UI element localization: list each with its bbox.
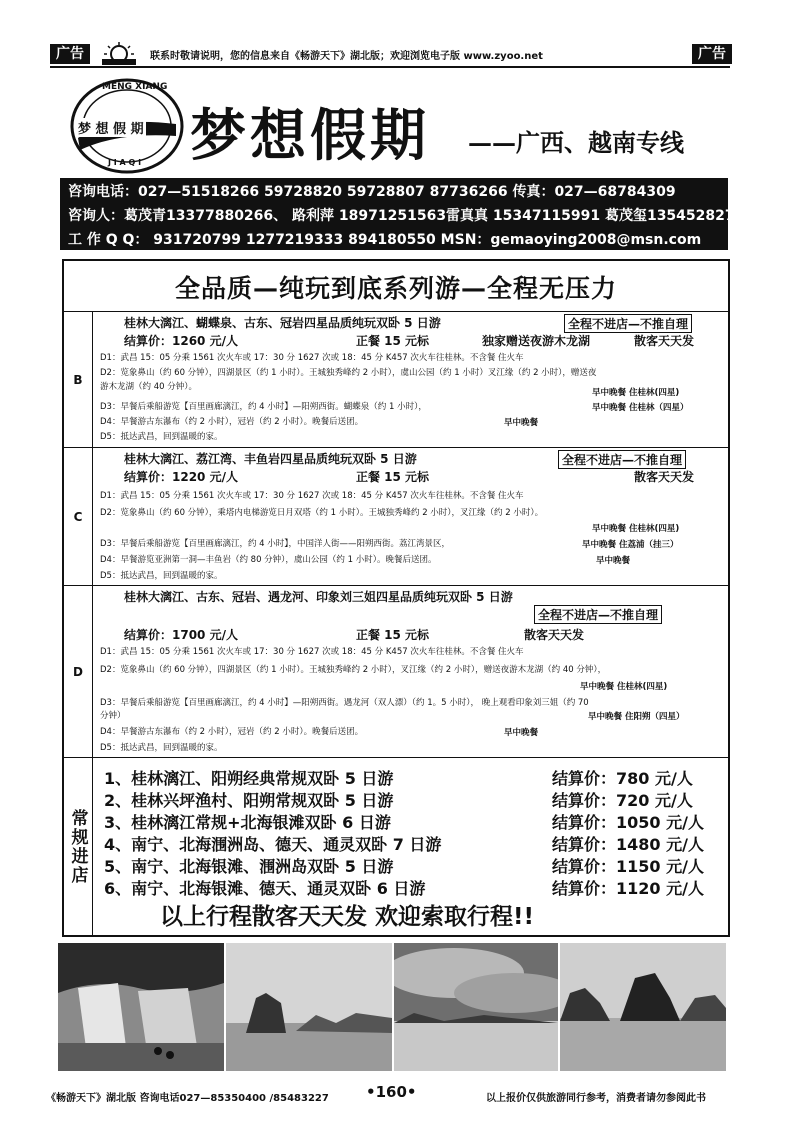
regular-price: 结算价：1150 元/人 (552, 857, 704, 876)
day-line: 分钟） (100, 711, 126, 721)
brand-name: 梦想假期 (190, 103, 430, 169)
regular-price: 结算价：1050 元/人 (552, 813, 704, 832)
logo-bottom-text: J I A Q I (108, 158, 142, 167)
regular-price: 结算价：1120 元/人 (552, 879, 704, 898)
day-meal: 早中晚餐 住桂林(四星) (592, 524, 680, 534)
regular-tour: 1、桂林漓江、阳朔经典常规双卧 5 日游 (104, 769, 394, 788)
contact-panel (60, 178, 755, 250)
day-line: D3：早餐后乘船游览【百里画廊漓江，约 4 小时】，中国洋人街——阳朔西街。荔江湾景区， (100, 539, 451, 549)
section-label: C (64, 448, 93, 586)
departure-frequency: 散客天天发 (634, 334, 695, 348)
cloudy-bay-photo (394, 943, 558, 1071)
day-line: D4：早餐游古东瀑布（约 2 小时），冠岩（约 2 小时）。晚餐后送团。 (100, 417, 364, 427)
section-regular (64, 757, 728, 935)
header-notice: 联系时敬请说明，您的信息来自《畅游天下》湖北版；欢迎浏览电子版 www.zyoo.net (150, 51, 543, 62)
itinerary-box (62, 259, 730, 937)
meal-standard: 正餐 15 元标 (356, 628, 430, 642)
karst-sea-photo (226, 943, 392, 1071)
day-line: D3：早餐后乘船游览【百里画廊漓江，约 4 小时】—阳朔西街。遇龙河（双人漂）（约 1。5 小时）， 晚上观看印象刘三姐（约 70 (100, 698, 589, 708)
waterfall-photo (58, 943, 224, 1071)
day-meal: 早中晚餐 住桂林(四星) (580, 682, 668, 692)
closing-slogan: 以上行程散客天天发 欢迎索取行程!! (160, 904, 534, 930)
day-line: D4：早餐游古东瀑布（约 2 小时），冠岩（约 2 小时）。晚餐后送团。 (100, 727, 364, 737)
section-b (64, 311, 728, 448)
day-line: D1：武昌 15：05 分乘 1561 次火车或 17：30 分 1627 次或 18：45 分 K457 次火车往桂林。不含餐 住火车 (100, 647, 524, 657)
tour-title: 桂林大漓江、古东、冠岩、遇龙河、印象刘三姐四星品质纯玩双卧 5 日游 (124, 590, 513, 604)
contact-qq-msn: 工 作 Q Q： 931720799 1277219333 894180550 MSN：gemaoying2008@msn.com (68, 232, 702, 248)
page-number: •160• (366, 1083, 417, 1101)
section-d (64, 585, 728, 758)
bonus-activity: 独家赠送夜游木龙湖 (482, 334, 591, 348)
section-c (64, 447, 728, 586)
section-label: B (64, 312, 93, 448)
meal-standard: 正餐 15 元标 (356, 334, 430, 348)
regular-tour: 4、南宁、北海涠洲岛、德天、通灵双卧 7 日游 (104, 835, 442, 854)
halong-bay-photo (560, 943, 726, 1071)
section-label: D (64, 586, 93, 758)
dream-holiday-logo (68, 76, 186, 176)
tour-price: 结算价：1700 元/人 (124, 628, 238, 642)
no-shopping-badge: 全程不进店—不推自理 (564, 314, 692, 333)
day-line: D5：抵达武昌，回到温暖的家。 (100, 571, 223, 581)
day-line: D1：武昌 15：05 分乘 1561 次火车或 17：30 分 1627 次或 18：45 分 K457 次火车往桂林。不含餐 住火车 (100, 491, 524, 501)
day-meal: 早中晚餐 住阳朔（四星） (588, 712, 685, 722)
departure-frequency: 散客天天发 (634, 470, 695, 484)
day-meal: 早中晚餐 (504, 418, 539, 428)
regular-price: 结算价：720 元/人 (552, 791, 693, 810)
tour-title: 桂林大漓江、荔江湾、丰鱼岩四星品质纯玩双卧 5 日游 (124, 452, 417, 466)
section-label-regular: 常规进店 (64, 758, 93, 935)
contact-persons: 咨询人：葛茂青13377880266、 路利萍 18971251563雷真真 15347115991 葛茂玺13545282777 (68, 208, 755, 224)
tour-price: 结算价：1220 元/人 (124, 470, 238, 484)
logo-top-text: MENG XIANG (102, 82, 168, 92)
footer-right: 以上报价仅供旅游同行参考，消费者请勿参阅此书 (486, 1093, 706, 1104)
logo-mid-text: 梦 想 假 期 (76, 118, 146, 137)
day-meal: 早中晚餐 住桂林（四星） (592, 403, 689, 413)
header-rule (50, 66, 730, 68)
regular-tour: 3、桂林漓江常规+北海银滩双卧 6 日游 (104, 813, 391, 832)
day-line: D2：览象鼻山（约 60 分钟），四湖景区（约 1 小时）。王城独秀峰约 2 小时），叉江缘（约 2 小时），赠送夜游木龙湖（约 40 分钟）， (100, 665, 607, 675)
regular-price: 结算价：780 元/人 (552, 769, 693, 788)
ad-tag-right: 广告 (692, 44, 732, 64)
day-line: D5：抵达武昌，回到温暖的家。 (100, 432, 223, 442)
day-meal: 早中晚餐 (596, 556, 631, 566)
regular-tour: 6、南宁、北海银滩、德天、通灵双卧 6 日游 (104, 879, 426, 898)
day-line: D1：武昌 15：05 分乘 1561 次火车或 17：30 分 1627 次或 18：45 分 K457 次火车往桂林。不含餐 住火车 (100, 353, 524, 363)
day-line: D2：览象鼻山（约 60 分钟），乘塔内电梯游览日月双塔（约 1 小时）。王城独秀峰约 2 小时），叉江缘（约 2 小时）。 (100, 508, 544, 518)
footer-left: 《畅游天下》湖北版 咨询电话027—85350400 /85483227 (46, 1093, 329, 1104)
no-shopping-badge: 全程不进店—不推自理 (558, 450, 686, 469)
day-meal: 早中晚餐 住桂林(四星) (592, 388, 680, 398)
regular-tour: 5、南宁、北海银滩、涠洲岛双卧 5 日游 (104, 857, 394, 876)
day-line: 游木龙湖（约 40 分钟）。 (100, 382, 197, 392)
magazine-logo-icon (96, 40, 142, 66)
day-meal: 早中晚餐 (504, 728, 539, 738)
contact-phone: 咨询电话：027—51518266 59728820 59728807 87736266 传真：027—68784309 (68, 184, 676, 200)
day-line: D2：览象鼻山（约 60 分钟），四湖景区（约 1 小时）。王城独秀峰约 2 小时），虞山公园（约 1 小时）叉江缘（约 2 小时），赠送夜 (100, 368, 597, 378)
regular-price: 结算价：1480 元/人 (552, 835, 704, 854)
day-meal: 早中晚餐 住荔浦（挂三） (582, 540, 679, 550)
regular-tour: 2、桂林兴坪渔村、阳朔常规双卧 5 日游 (104, 791, 394, 810)
departure-frequency: 散客天天发 (524, 628, 585, 642)
day-line: D5：抵达武昌，回到温暖的家。 (100, 743, 223, 753)
no-shopping-badge: 全程不进店—不推自理 (534, 605, 662, 624)
brand-subtitle: ——广西、越南专线 (468, 128, 684, 157)
slogan: 全品质—纯玩到底系列游—全程无压力 (174, 274, 617, 303)
tour-title: 桂林大漓江、蝴蝶泉、古东、冠岩四星品质纯玩双卧 5 日游 (124, 316, 441, 330)
ad-tag-left: 广告 (50, 44, 90, 64)
day-line: D4：早餐游览亚洲第一洞—丰鱼岩（约 80 分钟），虞山公园（约 1 小时）。晚餐后送团。 (100, 555, 437, 565)
day-line: D3：早餐后乘船游览【百里画廊漓江，约 4 小时】—阳朔西街。蝴蝶泉（约 1 小时）， (100, 402, 427, 412)
meal-standard: 正餐 15 元标 (356, 470, 430, 484)
tour-price: 结算价：1260 元/人 (124, 334, 238, 348)
